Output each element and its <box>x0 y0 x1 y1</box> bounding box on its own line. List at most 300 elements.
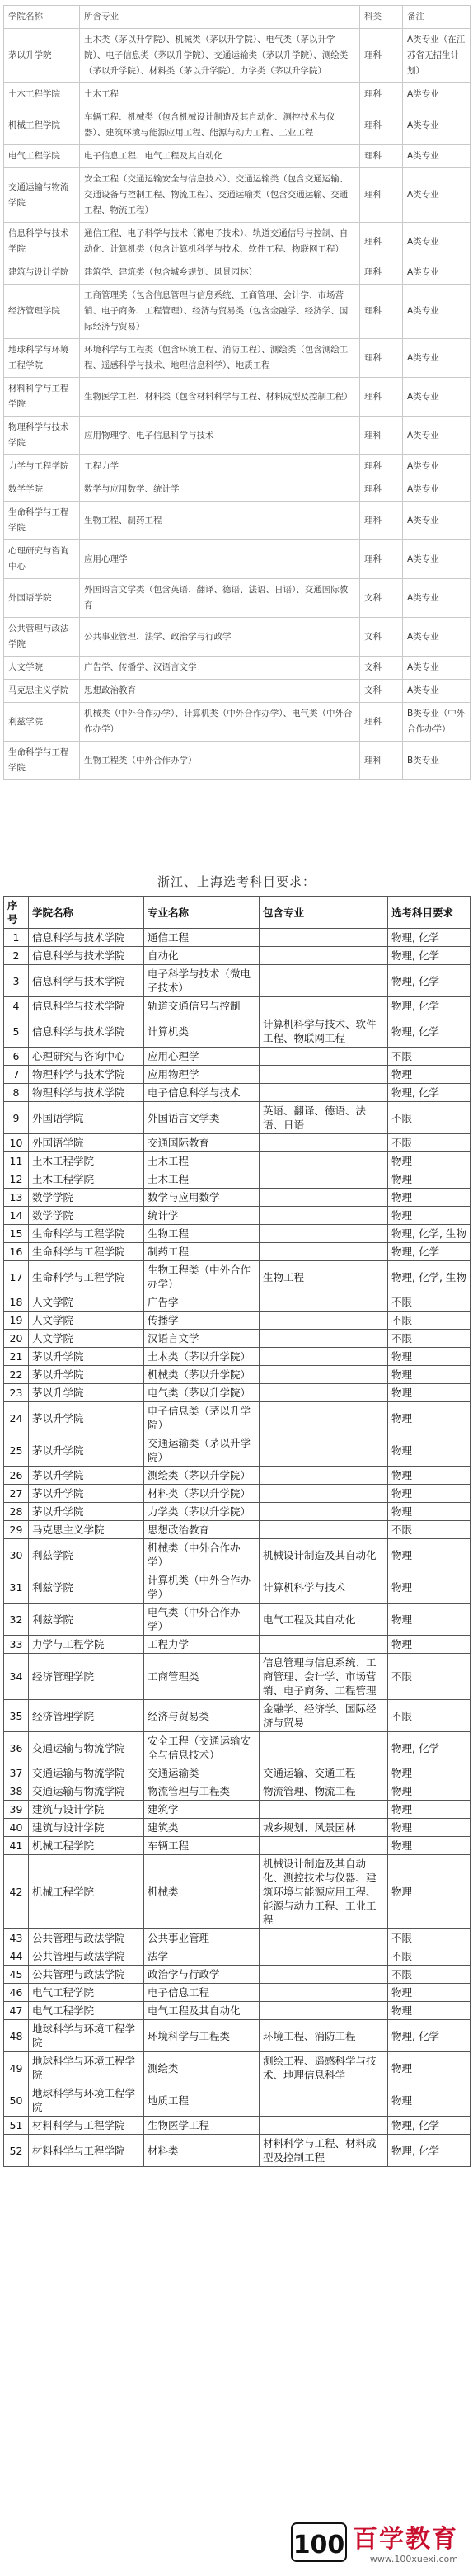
major-cell: 生物工程 <box>144 1225 260 1243</box>
table-row <box>4 339 471 378</box>
major-cell: 建筑类 <box>144 1819 260 1837</box>
table-row <box>4 1152 471 1170</box>
subject-requirement-cell: 物理, 化学 <box>388 2117 471 2135</box>
college-cell: 地球科学与环境工程学院 <box>29 2052 144 2084</box>
subject-requirement-cell: 不限 <box>388 1134 471 1152</box>
college-cell: 地球科学与环境工程学院 <box>29 2084 144 2117</box>
index-cell: 35 <box>4 1700 29 1732</box>
included-majors-cell <box>260 2117 388 2135</box>
subject-requirement-cell: 物理 <box>388 1366 471 1384</box>
index-cell: 28 <box>4 1503 29 1521</box>
remark-cell: A类专业 <box>403 106 471 145</box>
major-cell: 车辆工程 <box>144 1837 260 1855</box>
index-cell: 33 <box>4 1636 29 1654</box>
majors-cell: 安全工程（交通运输安全与信息技术）、交通运输类（包含交通运输、交通设备与控制工程、物流工程）、交通运输类（包含交通运输、交通工程、物流工程） <box>80 168 360 223</box>
college-cell: 交通运输与物流学院 <box>29 1764 144 1782</box>
college-cell: 建筑与设计学院 <box>29 1819 144 1837</box>
subject-requirement-cell: 物理 <box>388 1384 471 1402</box>
included-majors-cell <box>260 1732 388 1764</box>
college-cell: 茅以升学院 <box>29 1434 144 1467</box>
table-row <box>4 1348 471 1366</box>
college-cell: 茅以升学院 <box>29 1366 144 1384</box>
table-row <box>4 502 471 540</box>
subject-requirement-cell: 物理 <box>388 2084 471 2117</box>
major-cell: 工程力学 <box>144 1636 260 1654</box>
major-cell: 电子信息科学与技术 <box>144 1084 260 1102</box>
subject-requirement-cell: 不限 <box>388 1700 471 1732</box>
subject-requirement-cell: 物理 <box>388 1819 471 1837</box>
remark-cell: A类专业 <box>403 579 471 618</box>
table-row <box>4 2002 471 2020</box>
major-cell: 汉语言文学 <box>144 1330 260 1348</box>
included-majors-cell <box>260 1434 388 1467</box>
subject-requirement-cell: 物理, 化学, 生物 <box>388 1225 471 1243</box>
table-row <box>4 1571 471 1604</box>
college-cell: 机械工程学院 <box>4 106 80 145</box>
category-cell: 文科 <box>360 680 403 703</box>
index-cell: 42 <box>4 1855 29 1929</box>
header-college: 学院名称 <box>29 897 144 929</box>
college-cell: 电气工程学院 <box>29 2002 144 2020</box>
index-cell: 5 <box>4 1015 29 1048</box>
remark-cell: A类专业 <box>403 378 471 417</box>
college-cell: 茅以升学院 <box>29 1467 144 1485</box>
college-cell: 心理研究与咨询中心 <box>29 1048 144 1066</box>
table-row <box>4 1801 471 1819</box>
table-row <box>4 1966 471 1984</box>
subject-requirement-cell: 不限 <box>388 1521 471 1539</box>
majors-cell: 建筑学、建筑类（包含城乡规划、风景园林） <box>80 261 360 285</box>
table-row <box>4 417 471 455</box>
college-cell: 公共管理与政法学院 <box>29 1966 144 1984</box>
college-cell: 土木工程学院 <box>29 1152 144 1170</box>
remark-cell: A类专业 <box>403 502 471 540</box>
category-cell: 理科 <box>360 83 403 106</box>
included-majors-cell: 机械设计制造及其自动化、测控技术与仪器、建筑环境与能源应用工程、能源与动力工程、工业工程 <box>260 1855 388 1929</box>
major-cell: 电子科学与技术（微电子技术） <box>144 965 260 997</box>
header-remark: 备注 <box>403 6 471 29</box>
college-cell: 交通运输与物流学院 <box>29 1732 144 1764</box>
college-cell: 经济管理学院 <box>4 285 80 339</box>
index-cell: 19 <box>4 1312 29 1330</box>
college-cell: 生命科学与工程学院 <box>29 1243 144 1261</box>
table-row <box>4 168 471 223</box>
table-row <box>4 1782 471 1801</box>
table-row <box>4 1604 471 1636</box>
included-majors-cell <box>260 1636 388 1654</box>
header-majors: 所含专业 <box>80 6 360 29</box>
included-majors-cell <box>260 1312 388 1330</box>
subject-requirement-cell: 不限 <box>388 1966 471 1984</box>
remark-cell: A类专业 <box>403 680 471 703</box>
college-cell: 数学学院 <box>4 478 80 502</box>
subject-requirement-cell: 物理 <box>388 1170 471 1189</box>
table-row <box>4 2135 471 2167</box>
included-majors-cell <box>260 965 388 997</box>
index-cell: 43 <box>4 1929 29 1947</box>
remark-cell: A类专业 <box>403 285 471 339</box>
category-cell: 文科 <box>360 618 403 657</box>
index-cell: 45 <box>4 1966 29 1984</box>
category-cell: 理科 <box>360 223 403 261</box>
table-row <box>4 1467 471 1485</box>
table-row <box>4 1293 471 1312</box>
index-cell: 47 <box>4 2002 29 2020</box>
major-cell: 公共事业管理 <box>144 1929 260 1947</box>
index-cell: 38 <box>4 1782 29 1801</box>
header-index: 序号 <box>4 897 29 929</box>
table-row <box>4 680 471 703</box>
table-row <box>4 1521 471 1539</box>
subject-requirement-cell: 物理 <box>388 1855 471 1929</box>
table-row <box>4 1312 471 1330</box>
category-cell: 理科 <box>360 261 403 285</box>
table-row <box>4 965 471 997</box>
table-row <box>4 997 471 1015</box>
major-cell: 地质工程 <box>144 2084 260 2117</box>
included-majors-cell: 材料科学与工程、材料成型及控制工程 <box>260 2135 388 2167</box>
category-cell: 理科 <box>360 106 403 145</box>
included-majors-cell <box>260 1521 388 1539</box>
table-row <box>4 703 471 742</box>
header-college: 学院名称 <box>4 6 80 29</box>
college-cell: 公共管理与政法学院 <box>4 618 80 657</box>
table-row <box>4 223 471 261</box>
index-cell: 44 <box>4 1947 29 1966</box>
table-row <box>4 1084 471 1102</box>
included-majors-cell <box>260 1503 388 1521</box>
subject-requirement-cell: 物理 <box>388 1604 471 1636</box>
major-cell: 生物工程类（中外合作办学） <box>144 1261 260 1293</box>
major-cell: 电气类（中外合作办学） <box>144 1604 260 1636</box>
table-row <box>4 145 471 168</box>
college-cell: 信息科学与技术学院 <box>4 223 80 261</box>
included-majors-cell: 电气工程及其自动化 <box>260 1604 388 1636</box>
included-majors-cell <box>260 1189 388 1207</box>
included-majors-cell: 测绘工程、遥感科学与技术、地理信息科学 <box>260 2052 388 2084</box>
college-cell: 生命科学与工程学院 <box>29 1225 144 1243</box>
majors-cell: 生物医学工程、材料类（包含材料科学与工程、材料成型及控制工程） <box>80 378 360 417</box>
brand-url: www.100xuexi.com <box>369 2554 458 2564</box>
category-cell: 理科 <box>360 502 403 540</box>
index-cell: 15 <box>4 1225 29 1243</box>
majors-cell: 生物工程、制药工程 <box>80 502 360 540</box>
index-cell: 52 <box>4 2135 29 2167</box>
category-cell: 理科 <box>360 417 403 455</box>
major-cell: 电子信息类（茅以升学院） <box>144 1402 260 1434</box>
remark-cell: A类专业 <box>403 261 471 285</box>
college-cell: 外国语学院 <box>4 579 80 618</box>
major-cell: 经济与贸易类 <box>144 1700 260 1732</box>
subject-requirement-cell: 物理 <box>388 1402 471 1434</box>
subject-requirement-cell: 物理, 化学 <box>388 2135 471 2167</box>
subject-requirement-cell: 物理, 化学 <box>388 1732 471 1764</box>
remark-cell: A类专业 <box>403 145 471 168</box>
major-cell: 力学类（茅以升学院） <box>144 1503 260 1521</box>
major-cell: 土木工程 <box>144 1170 260 1189</box>
major-cell: 材料类 <box>144 2135 260 2167</box>
table-row <box>4 455 471 478</box>
college-cell: 土木工程学院 <box>4 83 80 106</box>
table-row <box>4 1402 471 1434</box>
college-major-table-body <box>4 29 471 780</box>
table-row <box>4 1048 471 1066</box>
remark-cell: A类专业 <box>403 618 471 657</box>
college-cell: 建筑与设计学院 <box>29 1801 144 1819</box>
major-cell: 统计学 <box>144 1207 260 1225</box>
brand-name: 百学教育 <box>353 2525 458 2554</box>
included-majors-cell: 生物工程 <box>260 1261 388 1293</box>
college-cell: 外国语学院 <box>29 1134 144 1152</box>
header-category: 科类 <box>360 6 403 29</box>
table-row <box>4 106 471 145</box>
index-cell: 26 <box>4 1467 29 1485</box>
table-row <box>4 1102 471 1134</box>
majors-cell: 车辆工程、机械类（包含机械设计制造及其自动化、测控技术与仪器）、建筑环境与能源应用工程、能源与动力工程、工业工程 <box>80 106 360 145</box>
table-row <box>4 378 471 417</box>
index-cell: 21 <box>4 1348 29 1366</box>
index-cell: 8 <box>4 1084 29 1102</box>
table-row <box>4 1243 471 1261</box>
subject-requirement-table <box>3 896 471 2167</box>
table-row <box>4 540 471 579</box>
table-row <box>4 1984 471 2002</box>
majors-cell: 电子信息工程、电气工程及其自动化 <box>80 145 360 168</box>
table-row <box>4 1015 471 1048</box>
table-row <box>4 1207 471 1225</box>
college-cell: 材料科学与工程学院 <box>29 2135 144 2167</box>
major-cell: 制药工程 <box>144 1243 260 1261</box>
header-subject-requirement: 选考科目要求 <box>388 897 471 929</box>
college-cell: 力学与工程学院 <box>4 455 80 478</box>
subject-requirement-cell: 物理 <box>388 2052 471 2084</box>
index-cell: 16 <box>4 1243 29 1261</box>
brand-logo <box>290 2518 348 2564</box>
subject-requirement-cell: 物理 <box>388 1539 471 1571</box>
category-cell: 理科 <box>360 703 403 742</box>
index-cell: 13 <box>4 1189 29 1207</box>
table-row <box>4 618 471 657</box>
major-cell: 自动化 <box>144 947 260 965</box>
college-cell: 地球科学与环境工程学院 <box>4 339 80 378</box>
category-cell: 理科 <box>360 145 403 168</box>
index-cell: 20 <box>4 1330 29 1348</box>
index-cell: 49 <box>4 2052 29 2084</box>
subject-requirement-cell: 物理, 化学 <box>388 997 471 1015</box>
college-cell: 利兹学院 <box>29 1604 144 1636</box>
included-majors-cell: 金融学、经济学、国际经济与贸易 <box>260 1700 388 1732</box>
college-cell: 土木工程学院 <box>29 1170 144 1189</box>
table-row <box>4 742 471 780</box>
major-cell: 广告学 <box>144 1293 260 1312</box>
subject-requirement-cell: 物理 <box>388 1984 471 2002</box>
category-cell: 理科 <box>360 742 403 780</box>
college-cell: 信息科学与技术学院 <box>29 947 144 965</box>
college-cell: 利兹学院 <box>29 1571 144 1604</box>
subject-requirement-cell: 物理, 化学 <box>388 1015 471 1048</box>
college-cell: 材料科学与工程学院 <box>29 2117 144 2135</box>
remark-cell: A类专业 <box>403 657 471 680</box>
majors-cell: 生物工程类（中外合作办学） <box>80 742 360 780</box>
included-majors-cell: 计算机科学与技术、软件工程、物联网工程 <box>260 1015 388 1048</box>
college-cell: 交通运输与物流学院 <box>4 168 80 223</box>
subject-requirement-cell: 物理 <box>388 1485 471 1503</box>
included-majors-cell: 交通运输、交通工程 <box>260 1764 388 1782</box>
index-cell: 46 <box>4 1984 29 2002</box>
college-cell: 外国语学院 <box>29 1102 144 1134</box>
major-cell: 测绘类 <box>144 2052 260 2084</box>
included-majors-cell: 计算机科学与技术 <box>260 1571 388 1604</box>
majors-cell: 环境科学与工程类（包含环境工程、消防工程）、测绘类（包含测绘工程、遥感科学与技术、地理信息科学）、地质工程 <box>80 339 360 378</box>
major-cell: 计算机类 <box>144 1015 260 1048</box>
table-row <box>4 579 471 618</box>
major-cell: 交通运输类 <box>144 1764 260 1782</box>
included-majors-cell: 城乡规划、风景园林 <box>260 1819 388 1837</box>
table-row <box>4 2084 471 2117</box>
subject-requirement-cell: 物理 <box>388 1348 471 1366</box>
subject-requirement-cell: 不限 <box>388 1102 471 1134</box>
majors-cell: 外国语言文学类（包含英语、翻译、德语、法语、日语）、交通国际教育 <box>80 579 360 618</box>
index-cell: 25 <box>4 1434 29 1467</box>
index-cell: 14 <box>4 1207 29 1225</box>
subject-requirement-table-body <box>4 929 471 2167</box>
remark-cell: A类专业 <box>403 83 471 106</box>
subject-requirement-cell: 不限 <box>388 1929 471 1947</box>
included-majors-cell <box>260 1330 388 1348</box>
table-row <box>4 1170 471 1189</box>
major-cell: 应用物理学 <box>144 1066 260 1084</box>
index-cell: 6 <box>4 1048 29 1066</box>
remark-cell: A类专业 <box>403 168 471 223</box>
table-row <box>4 1947 471 1966</box>
index-cell: 27 <box>4 1485 29 1503</box>
table-row <box>4 1384 471 1402</box>
table-row <box>4 285 471 339</box>
major-cell: 数学与应用数学 <box>144 1189 260 1207</box>
table-row <box>4 1189 471 1207</box>
major-cell: 机械类（茅以升学院） <box>144 1366 260 1384</box>
category-cell: 理科 <box>360 339 403 378</box>
included-majors-cell <box>260 1293 388 1312</box>
college-cell: 茅以升学院 <box>29 1402 144 1434</box>
major-cell: 交通运输类（茅以升学院） <box>144 1434 260 1467</box>
major-cell: 安全工程（交通运输安全与信息技术） <box>144 1732 260 1764</box>
subject-requirement-cell: 物理, 化学 <box>388 947 471 965</box>
college-cell: 利兹学院 <box>4 703 80 742</box>
included-majors-cell <box>260 1966 388 1984</box>
college-cell: 人文学院 <box>29 1293 144 1312</box>
included-majors-cell <box>260 1402 388 1434</box>
table-row <box>4 1503 471 1521</box>
category-cell: 理科 <box>360 285 403 339</box>
table-row <box>4 261 471 285</box>
subject-requirement-cell: 物理 <box>388 1189 471 1207</box>
category-cell: 理科 <box>360 378 403 417</box>
major-cell: 生物医学工程 <box>144 2117 260 2135</box>
college-cell: 力学与工程学院 <box>29 1636 144 1654</box>
table-row <box>4 1636 471 1654</box>
remark-cell: A类专业 <box>403 540 471 579</box>
college-cell: 生命科学与工程学院 <box>4 502 80 540</box>
included-majors-cell <box>260 929 388 947</box>
subject-requirement-cell: 不限 <box>388 1048 471 1066</box>
subject-requirement-cell: 物理 <box>388 1764 471 1782</box>
majors-cell: 通信工程、电子科学与技术（微电子技术）、轨道交通信号与控制、自动化、计算机类（包含计算机科学与技术、软件工程、物联网工程） <box>80 223 360 261</box>
category-cell: 理科 <box>360 455 403 478</box>
major-cell: 机械类 <box>144 1855 260 1929</box>
college-cell: 数学学院 <box>29 1189 144 1207</box>
category-cell: 理科 <box>360 478 403 502</box>
college-cell: 经济管理学院 <box>29 1654 144 1700</box>
table-row <box>4 2117 471 2135</box>
watermark <box>290 2518 458 2564</box>
majors-cell: 公共事业管理、法学、政治学与行政学 <box>80 618 360 657</box>
remark-cell: B类专业（中外合作办学） <box>403 703 471 742</box>
table-row <box>4 1929 471 1947</box>
index-cell: 1 <box>4 929 29 947</box>
major-cell: 应用心理学 <box>144 1048 260 1066</box>
college-cell: 茅以升学院 <box>29 1503 144 1521</box>
major-cell: 土木类（茅以升学院） <box>144 1348 260 1366</box>
college-cell: 人文学院 <box>4 657 80 680</box>
subject-requirement-cell: 不限 <box>388 1330 471 1348</box>
header-included-majors: 包含专业 <box>260 897 388 929</box>
college-cell: 茅以升学院 <box>29 1384 144 1402</box>
table-row <box>4 1654 471 1700</box>
category-cell: 文科 <box>360 657 403 680</box>
remark-cell: A类专业 <box>403 455 471 478</box>
included-majors-cell <box>260 947 388 965</box>
college-cell: 人文学院 <box>29 1330 144 1348</box>
remark-cell: A类专业 <box>403 478 471 502</box>
college-major-table <box>3 5 471 780</box>
college-cell: 物理科学与技术学院 <box>4 417 80 455</box>
major-cell: 计算机类（中外合作办学） <box>144 1571 260 1604</box>
major-cell: 传播学 <box>144 1312 260 1330</box>
college-cell: 机械工程学院 <box>29 1855 144 1929</box>
index-cell: 51 <box>4 2117 29 2135</box>
college-cell: 信息科学与技术学院 <box>29 965 144 997</box>
subject-requirement-cell: 物理 <box>388 1503 471 1521</box>
majors-cell: 思想政治教育 <box>80 680 360 703</box>
included-majors-cell <box>260 1084 388 1102</box>
logo-mark <box>290 2518 348 2564</box>
major-cell: 政治学与行政学 <box>144 1966 260 1984</box>
table-row <box>4 1225 471 1243</box>
subject-requirement-cell: 物理 <box>388 1152 471 1170</box>
subject-requirement-cell: 物理 <box>388 1066 471 1084</box>
college-cell: 心理研究与咨询中心 <box>4 540 80 579</box>
included-majors-cell <box>260 1947 388 1966</box>
majors-cell: 数学与应用数学、统计学 <box>80 478 360 502</box>
majors-cell: 土木工程 <box>80 83 360 106</box>
included-majors-cell <box>260 2002 388 2020</box>
table-row <box>4 929 471 947</box>
table-row <box>4 1764 471 1782</box>
index-cell: 37 <box>4 1764 29 1782</box>
index-cell: 7 <box>4 1066 29 1084</box>
index-cell: 9 <box>4 1102 29 1134</box>
college-cell: 经济管理学院 <box>29 1700 144 1732</box>
college-cell: 马克思主义学院 <box>4 680 80 703</box>
logo-number: 100 <box>293 2531 345 2560</box>
college-cell: 地球科学与环境工程学院 <box>29 2020 144 2052</box>
subject-requirement-cell: 物理 <box>388 1837 471 1855</box>
table-row <box>4 1134 471 1152</box>
major-cell: 物流管理与工程类 <box>144 1782 260 1801</box>
remark-cell: A类专业 <box>403 223 471 261</box>
index-cell: 23 <box>4 1384 29 1402</box>
